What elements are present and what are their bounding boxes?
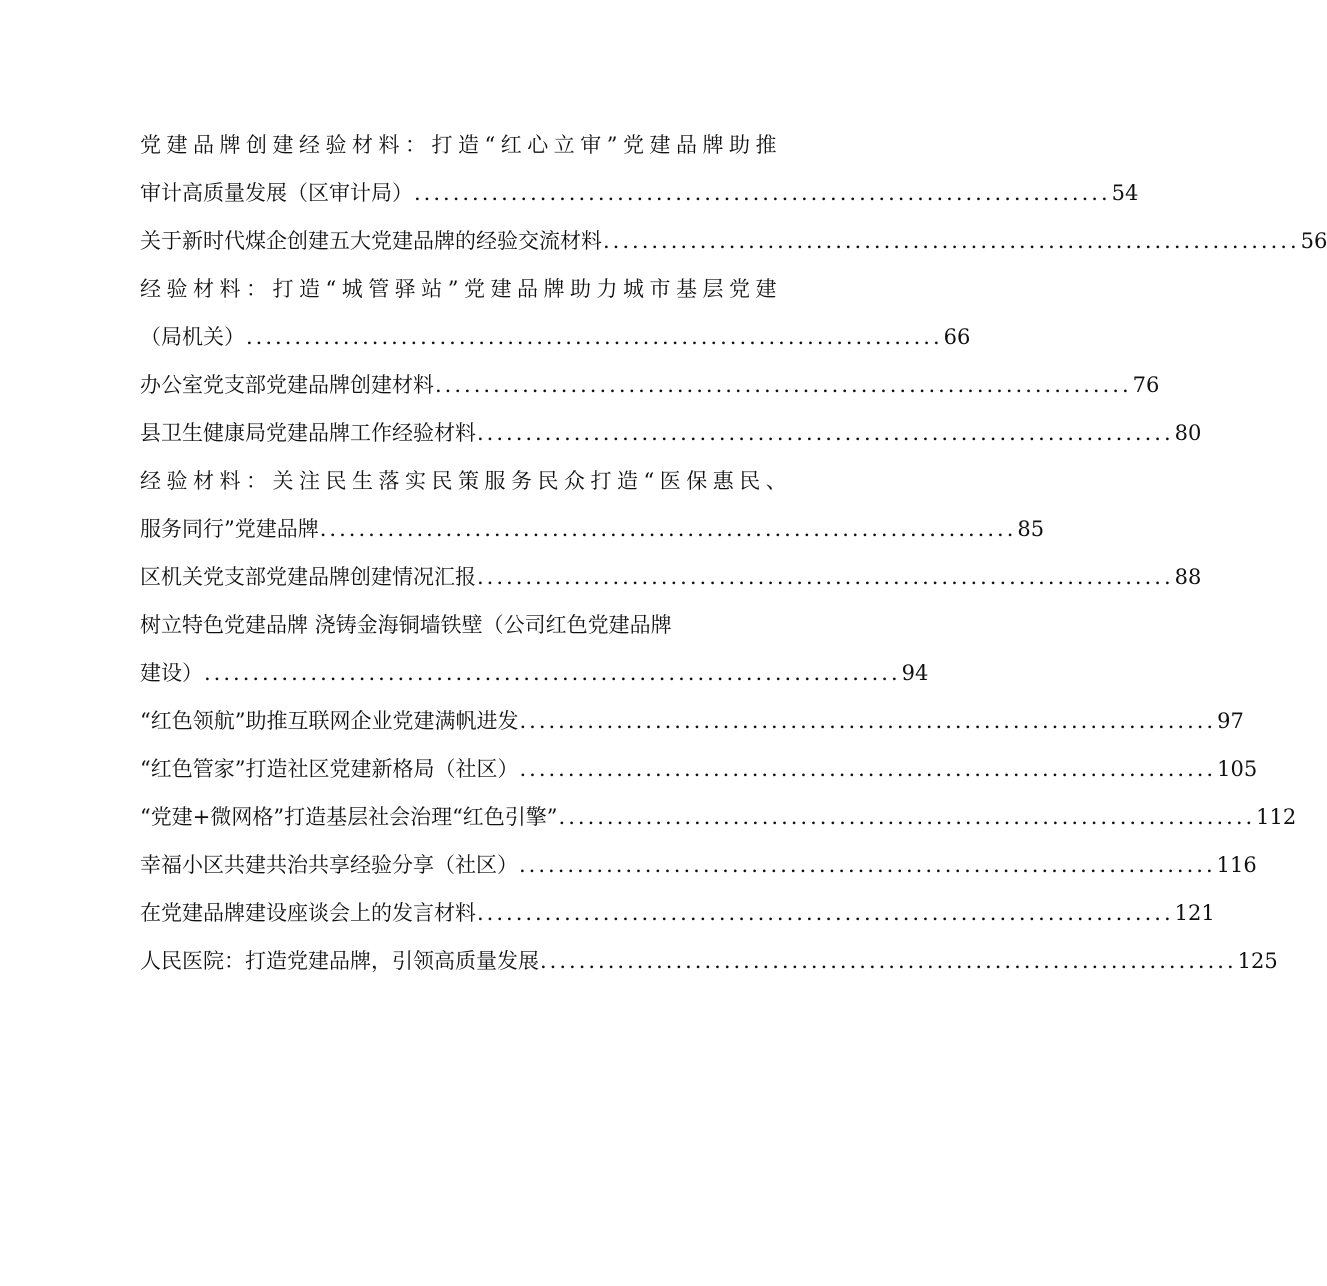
dot-leader: ........................................................................ [477, 565, 1174, 589]
toc-entry-page: 80 [1174, 421, 1202, 445]
dot-leader: ........................................................................ [603, 229, 1300, 253]
toc-entry-12[interactable] [140, 896, 1215, 930]
toc-entry-title: （局机关） [140, 325, 245, 349]
toc-entry-page: 66 [943, 325, 971, 349]
toc-entry-2-line1: 经验材料：打造“城管驿站”党建品牌助力城市基层党建 [140, 277, 782, 301]
toc-entry-title: “红色管家”打造社区党建新格局（社区） [140, 757, 519, 781]
toc-entry-title: 在党建品牌建设座谈会上的发言材料 [140, 901, 476, 925]
toc-entry-title: 人民医院：打造党建品牌，引领高质量发展 [140, 949, 539, 973]
toc-entry-2[interactable] [140, 320, 971, 354]
toc-entry-title: 办公室党支部党建品牌创建材料 [140, 373, 434, 397]
toc-entry-page: 121 [1174, 901, 1215, 925]
dot-leader: ........................................................................ [519, 709, 1217, 733]
dot-leader: ........................................................................ [477, 901, 1174, 925]
toc-entry-5-line1: 经验材料：关注民生落实民策服务民众打造“医保惠民、 [140, 469, 793, 493]
dot-leader: ........................................................................ [435, 373, 1132, 397]
toc-entry-10[interactable] [140, 800, 1297, 834]
toc-entry-title: 区机关党支部党建品牌创建情况汇报 [140, 565, 476, 589]
toc-entry-page: 97 [1217, 709, 1244, 733]
toc-entry-title: 建设） [140, 661, 203, 685]
toc-entry-page: 116 [1216, 853, 1257, 877]
toc-entry-8[interactable] [140, 704, 1244, 738]
toc-entry-13[interactable] [140, 944, 1278, 978]
toc-entry-0-line1: 党建品牌创建经验材料：打造“红心立审”党建品牌助推 [140, 133, 782, 157]
dot-leader: ........................................................................ [246, 325, 943, 349]
toc-entry-page: 105 [1217, 757, 1258, 781]
toc-entry-page: 94 [901, 661, 929, 685]
toc-entry-0[interactable] [140, 176, 1139, 210]
toc-entry-title: 服务同行”党建品牌 [140, 517, 319, 541]
toc-entry-9[interactable] [140, 752, 1258, 786]
toc-entry-page: 76 [1132, 373, 1160, 397]
dot-leader: ........................................................................ [519, 853, 1216, 877]
toc-entry-title: “红色领航”助推互联网企业党建满帆进发 [140, 709, 519, 733]
dot-leader: ........................................................................ [477, 421, 1174, 445]
toc-entry-5[interactable] [140, 512, 1045, 546]
dot-leader: ........................................................................ [540, 949, 1237, 973]
toc-entry-4[interactable] [140, 416, 1202, 450]
toc-entry-title: “党建+微网格”打造基层社会治理“红色引擎” [140, 805, 558, 829]
toc-entry-page: 85 [1017, 517, 1045, 541]
dot-leader: ........................................................................ [414, 181, 1111, 205]
toc-entry-title: 幸福小区共建共治共享经验分享（社区） [140, 853, 518, 877]
toc-entry-6[interactable] [140, 560, 1202, 594]
toc-entry-page: 125 [1237, 949, 1278, 973]
dot-leader: ........................................................................ [519, 757, 1217, 781]
toc-entry-title: 审计高质量发展（区审计局） [140, 181, 413, 205]
dot-leader: ........................................................................ [558, 805, 1256, 829]
toc-entry-1[interactable] [140, 224, 1327, 258]
toc-entry-title: 关于新时代煤企创建五大党建品牌的经验交流材料 [140, 229, 602, 253]
toc-entry-title: 县卫生健康局党建品牌工作经验材料 [140, 421, 476, 445]
toc-entry-page: 112 [1256, 805, 1297, 829]
dot-leader: ........................................................................ [319, 517, 1017, 541]
toc-entry-page: 88 [1174, 565, 1202, 589]
toc-entry-11[interactable] [140, 848, 1257, 882]
toc-entry-3[interactable] [140, 368, 1160, 402]
dot-leader: ........................................................................ [204, 661, 901, 685]
toc-entry-7-line1: 树立特色党建品牌 浇铸金海铜墙铁壁（公司红色党建品牌 [140, 613, 672, 637]
toc-entry-7[interactable] [140, 656, 929, 690]
toc-entry-page: 56 [1300, 229, 1327, 253]
toc-entry-page: 54 [1111, 181, 1139, 205]
